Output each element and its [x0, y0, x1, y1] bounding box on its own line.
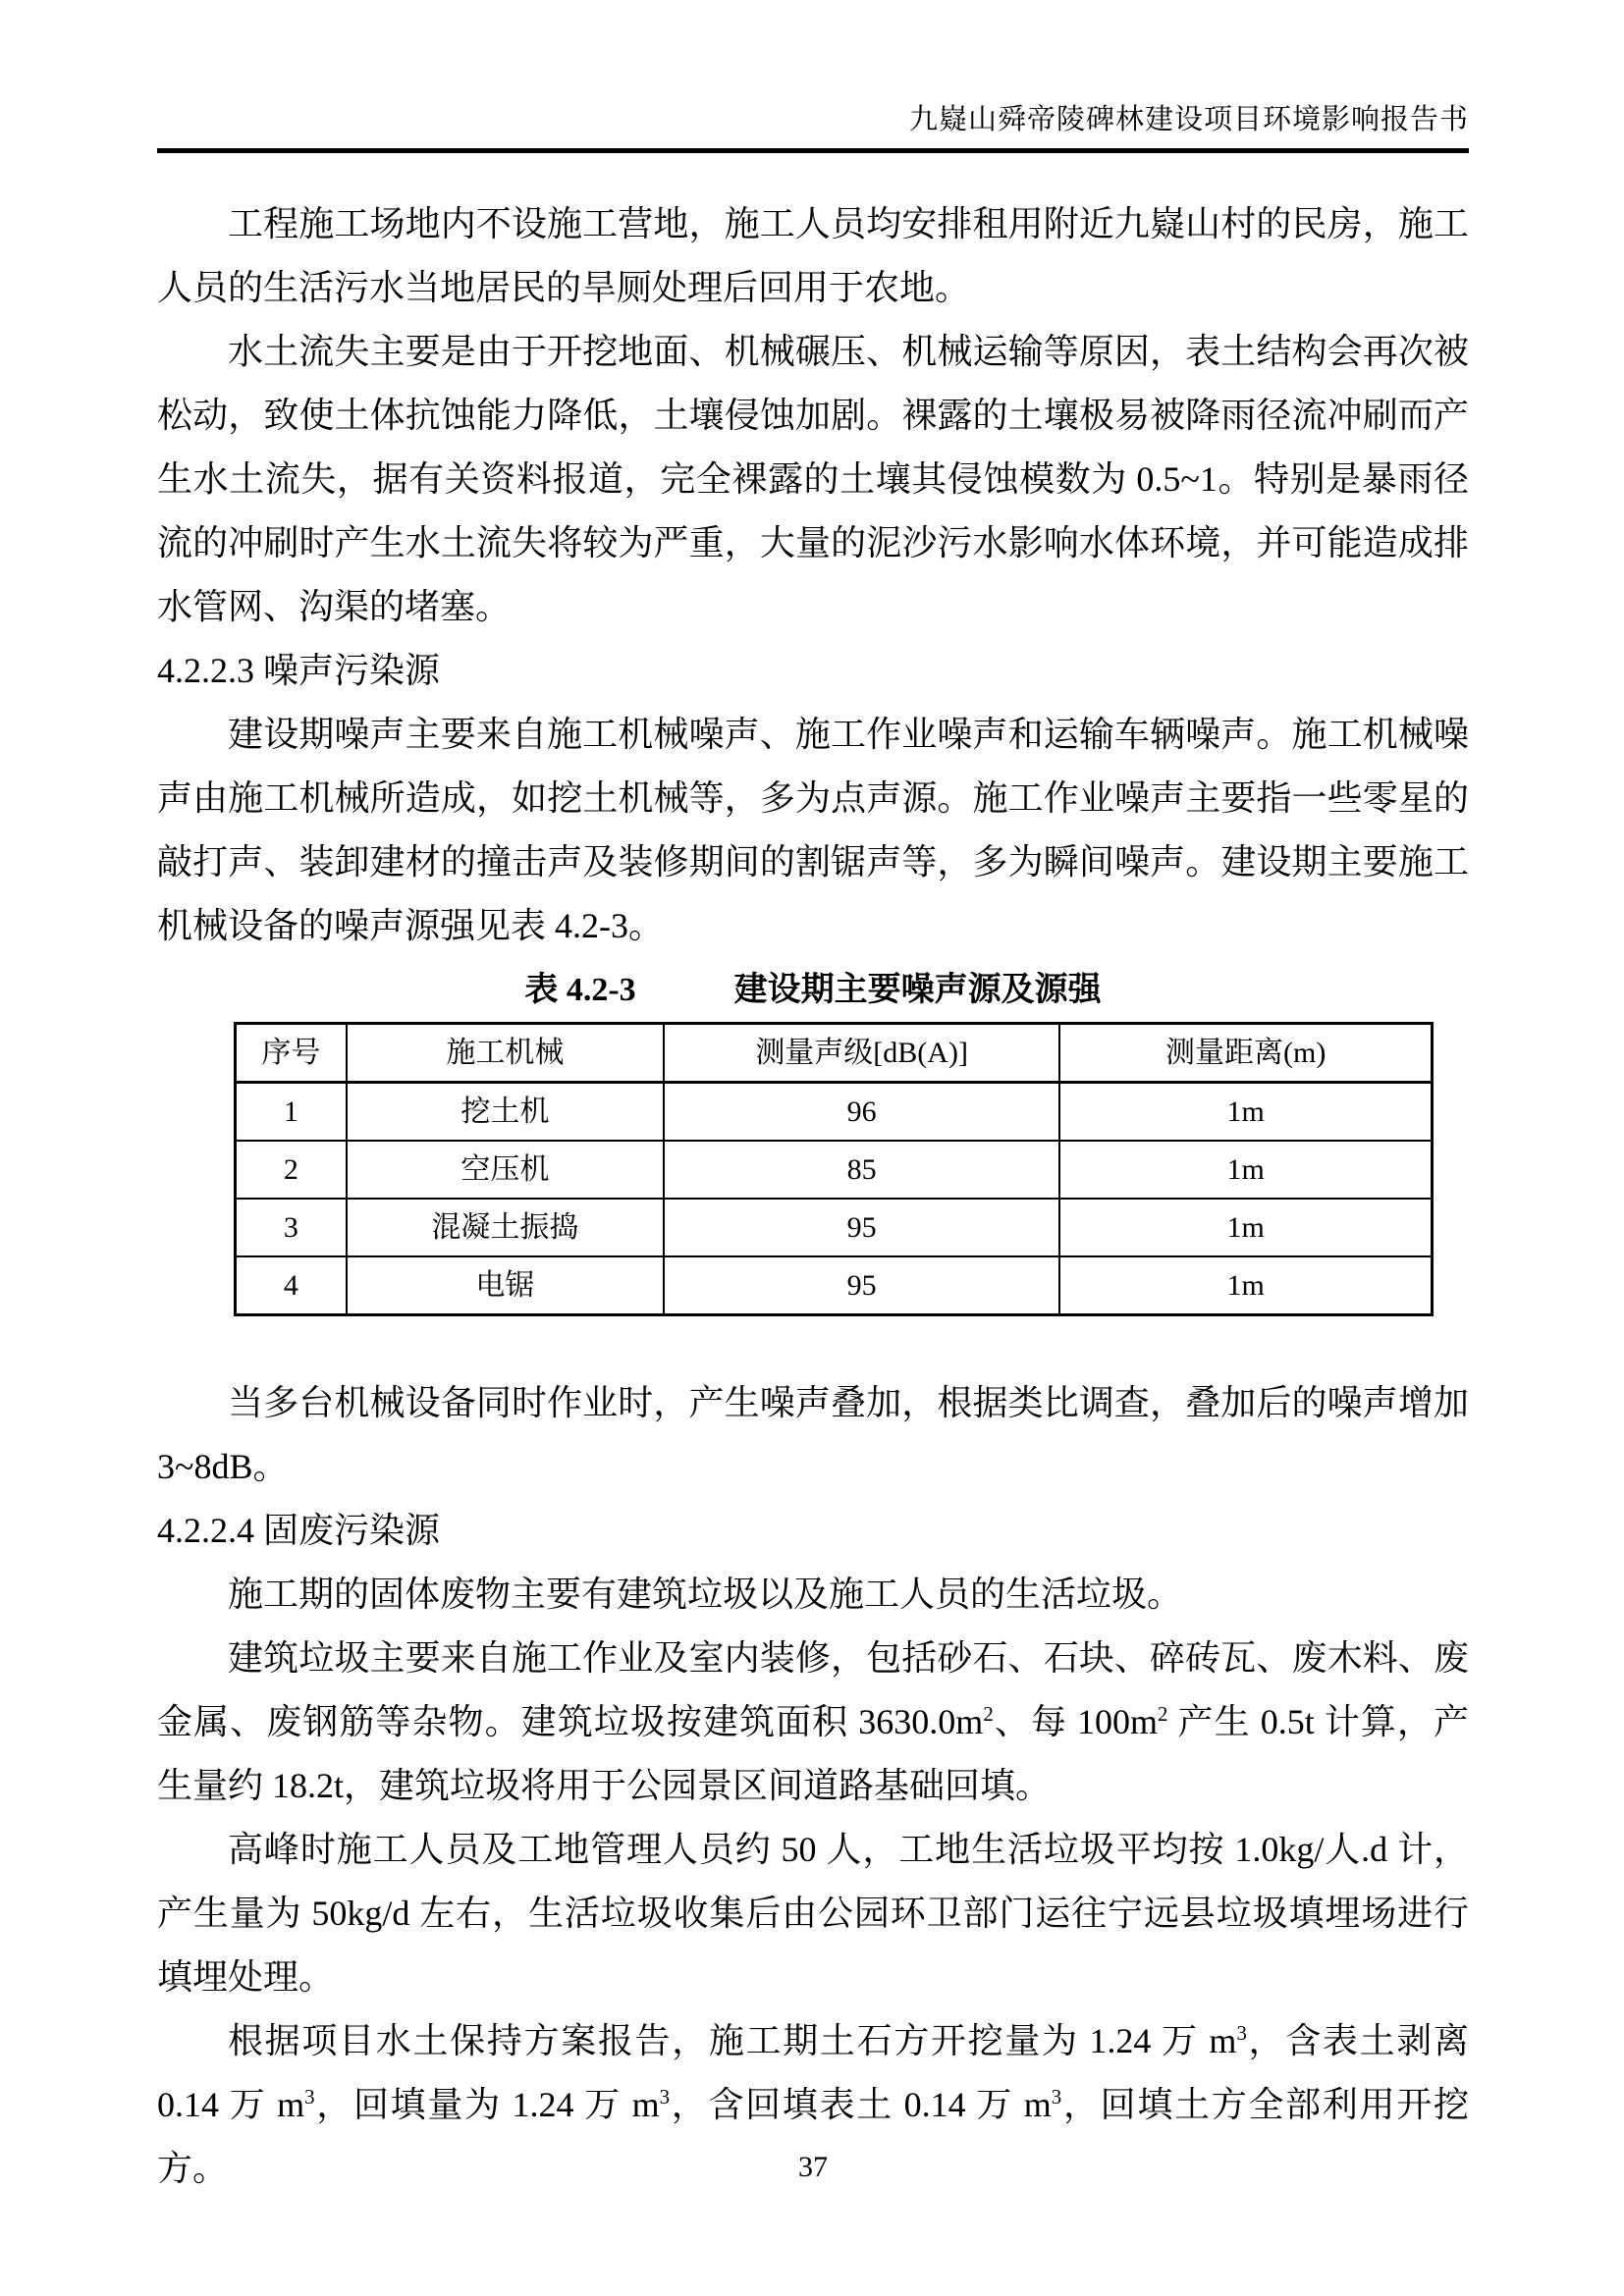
paragraph-construction-waste — [157, 1627, 1469, 1818]
table-cell-seq: 3 — [236, 1199, 347, 1256]
table-row — [236, 1083, 1433, 1142]
table-header-row — [236, 1024, 1433, 1083]
table-cell-machine: 空压机 — [347, 1141, 664, 1199]
text-run: 根据项目水土保持方案报告，施工期土石方开挖量为 1.24 万 m — [228, 2021, 1237, 2060]
superscript: 3 — [659, 2085, 671, 2109]
table-header-distance: 测量距离(m) — [1059, 1024, 1432, 1083]
page-number: 37 — [798, 2151, 828, 2183]
table-header-machine: 施工机械 — [347, 1024, 664, 1083]
table-cell-distance: 1m — [1059, 1256, 1432, 1315]
table-cell-seq: 4 — [236, 1256, 347, 1315]
text-run: 产生 0.5t 计算，产生量约 18.2t，建筑垃圾将用于公园景区间道路基础回填。 — [157, 1702, 1469, 1805]
paragraph-noise-superposition: 当多台机械设备同时作业时，产生噪声叠加，根据类比调查，叠加后的噪声增加 3~8dB。 — [157, 1383, 1469, 1486]
table-cell-seq: 1 — [236, 1083, 347, 1142]
table-cell-noise-level: 85 — [664, 1141, 1059, 1199]
superscript: 2 — [983, 1702, 994, 1726]
noise-source-table — [234, 1022, 1434, 1316]
table-row — [236, 1199, 1433, 1256]
paragraph-soil-erosion: 水土流失主要是由于开挖地面、机械碾压、机械运输等原因，表土结构会再次被松动，致使土体抗蚀能力降低，土壤侵蚀加剧。裸露的土壤极易被降雨径流冲刷而产生水土流失，据有关资料报道，完全裸露的土壤其侵蚀模数为 0.5~1。特别是暴雨径流的冲刷时产生水土流失将较为严重，大量的泥沙污水影响水体环境，并可能造成排水管网、沟渠的堵塞。 — [157, 332, 1469, 626]
section-heading-solid-waste: 4.2.2.4 固废污染源 — [157, 1511, 441, 1550]
paragraph-solid-waste-intro: 施工期的固体废物主要有建筑垃圾以及施工人员的生活垃圾。 — [228, 1575, 1183, 1614]
table-cell-distance: 1m — [1059, 1199, 1432, 1256]
table-cell-noise-level: 96 — [664, 1083, 1059, 1142]
superscript: 2 — [1158, 1702, 1168, 1726]
superscript: 3 — [1236, 2021, 1247, 2045]
table-cell-seq: 2 — [236, 1141, 347, 1199]
table-cell-machine: 混凝土振捣 — [347, 1199, 664, 1256]
table-row — [236, 1256, 1433, 1315]
text-run: ，回填土方全部利用开挖方。 — [157, 2085, 1469, 2188]
text-run: ，回填量为 1.24 万 m — [314, 2085, 660, 2124]
table-header-seq: 序号 — [236, 1024, 347, 1083]
paragraph-noise-description: 建设期噪声主要来自施工机械噪声、施工作业噪声和运输车辆噪声。施工机械噪声由施工机械所造成，如挖土机械等，多为点声源。施工作业噪声主要指一些零星的敲打声、装卸建材的撞击声及装修期间的割锯声等，多为瞬间噪声。建设期主要施工机械设备的噪声源强见表 4.2-3。 — [157, 715, 1469, 945]
table-caption-title: 建设期主要噪声源及源强 — [733, 971, 1102, 1008]
header-rule — [157, 148, 1469, 153]
text-run: ，含回填表土 0.14 万 m — [670, 2085, 1052, 2124]
table-cell-machine: 电锯 — [347, 1256, 664, 1315]
text-run: ，含表土剥离 0.14 万 m — [157, 2021, 1469, 2124]
section-heading-noise-source: 4.2.2.3 噪声污染源 — [157, 651, 441, 690]
table-caption — [157, 958, 1469, 1022]
table-row — [236, 1141, 1433, 1199]
table-cell-noise-level: 95 — [664, 1256, 1059, 1315]
page-header — [157, 0, 1469, 153]
table-cell-machine: 挖土机 — [347, 1083, 664, 1142]
paragraph-construction-camp: 工程施工场地内不设施工营地，施工人员均安排租用附近九嶷山村的民房，施工人员的生活污水当地居民的旱厕处理后回用于农地。 — [157, 204, 1469, 307]
superscript: 3 — [304, 2085, 315, 2109]
superscript: 3 — [1051, 2085, 1062, 2109]
header-title: 九嶷山舜帝陵碑林建设项目环境影响报告书 — [908, 104, 1469, 135]
text-run: 建筑垃圾主要来自施工作业及室内装修，包括砂石、石块、碎砖瓦、废木料、废金属、废钢筋等杂物。建筑垃圾按建筑面积 3630.0m — [157, 1638, 1469, 1741]
table-caption-label: 表 4.2-3 — [524, 972, 636, 1008]
paragraph-domestic-waste: 高峰时施工人员及工地管理人员约 50 人，工地生活垃圾平均按 1.0kg/人.d 计，产生量为 50kg/d 左右，生活垃圾收集后由公园环卫部门运往宁远县垃圾填埋场进行填埋处理。 — [157, 1830, 1469, 1997]
table-cell-distance: 1m — [1059, 1141, 1432, 1199]
text-run: 、每 100m — [993, 1702, 1159, 1741]
page-body — [157, 192, 1469, 2201]
table-header-noise-level: 测量声级[dB(A)] — [664, 1024, 1059, 1083]
table-cell-distance: 1m — [1059, 1083, 1432, 1142]
table-cell-noise-level: 95 — [664, 1199, 1059, 1256]
